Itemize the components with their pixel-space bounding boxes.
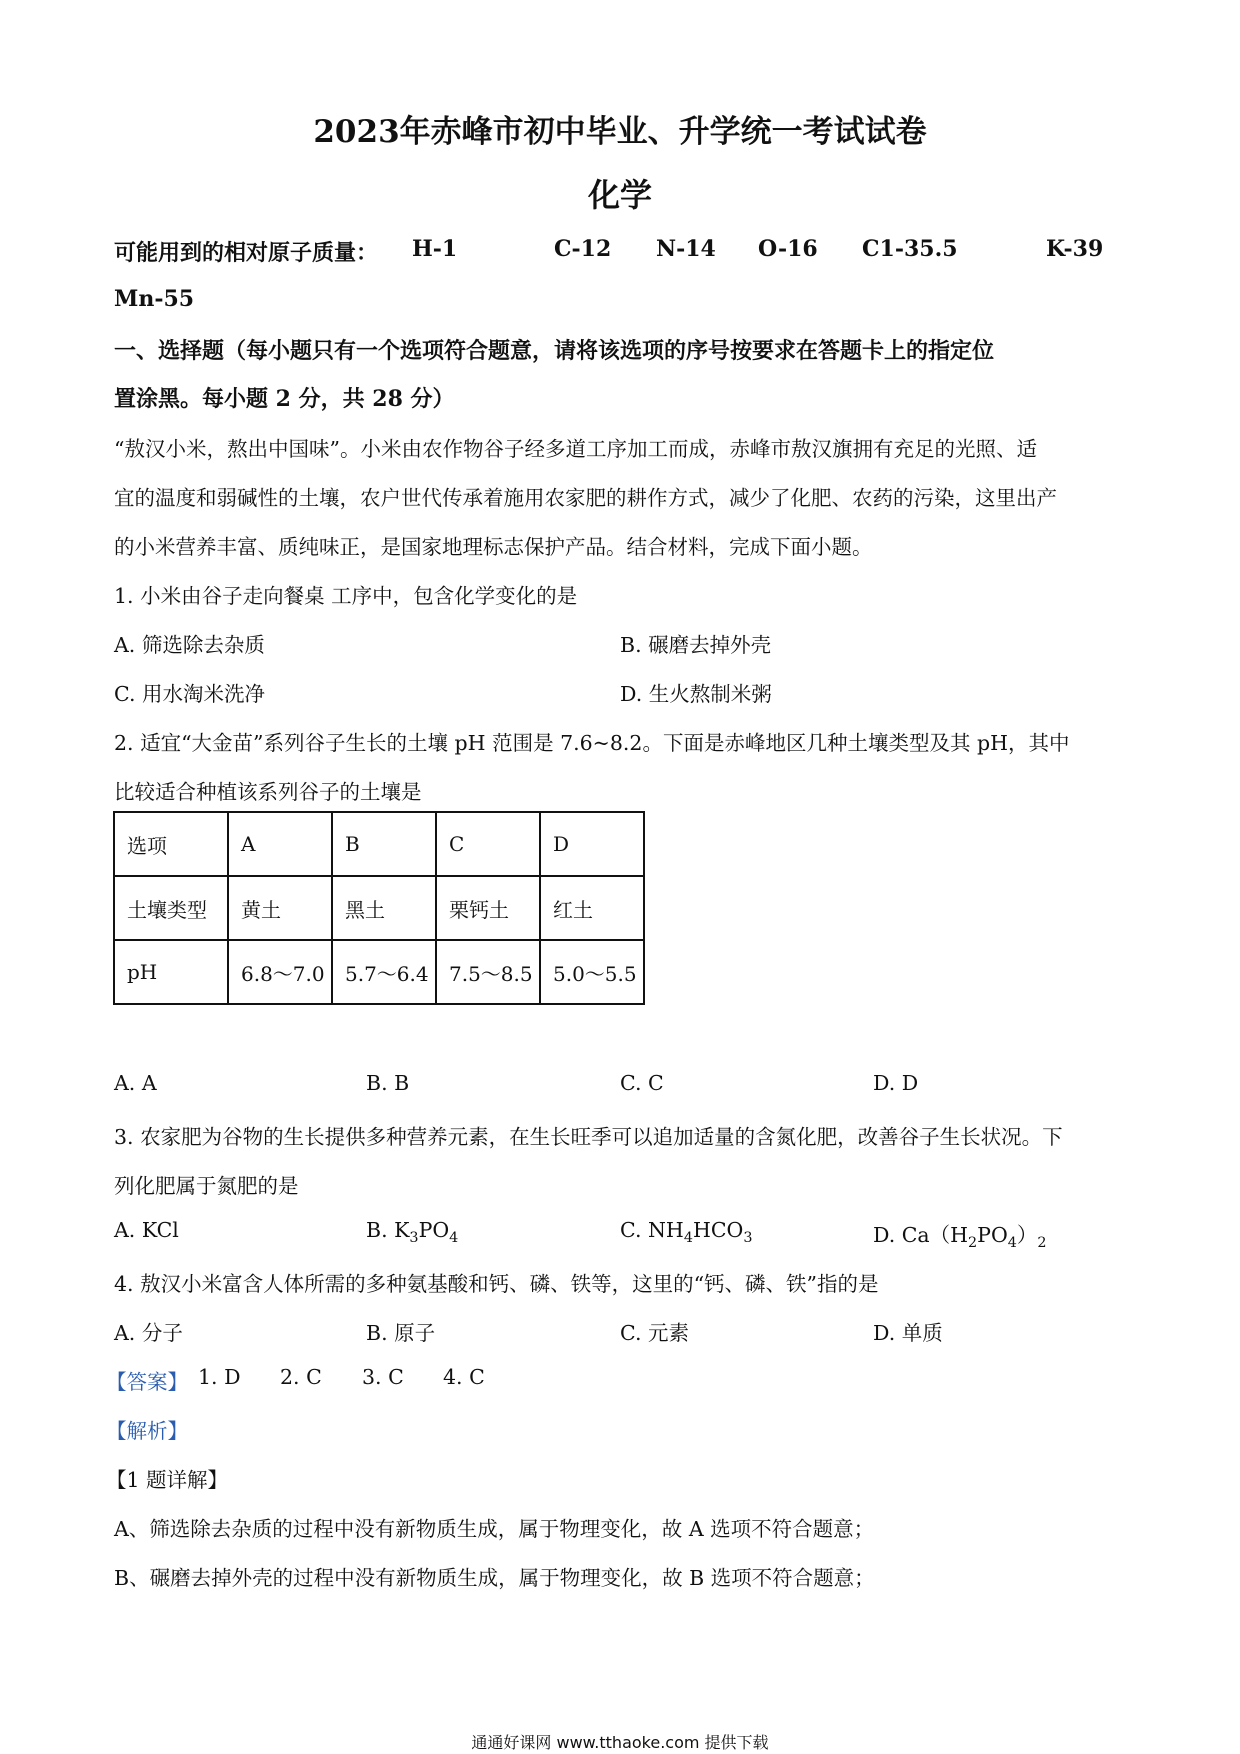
section-heading: 一、选择题（每小题只有一个选项符合题意，请将该选项的序号按要求在答题卡上的指定位 — [114, 338, 995, 364]
q4-option-d: D. 单质 — [873, 1321, 943, 1345]
question-1-stem: 1. 小米由谷子走向餐桌 工序中，包含化学变化的是 — [114, 584, 578, 608]
table-cell: 6.8～7.0 — [228, 940, 332, 1004]
answer-label: 【答案】 — [106, 1370, 188, 1394]
answer-item: 2. C — [280, 1365, 322, 1389]
q4-option-c: C. 元素 — [620, 1321, 689, 1345]
question-4-stem: 4. 敖汉小米富含人体所需的多种氨基酸和钙、磷、铁等，这里的“钙、磷、铁”指的是 — [114, 1272, 879, 1296]
q1-option-d: D. 生火熬制米粥 — [620, 682, 772, 706]
section-heading: 置涂黑。每小题 2 分，共 28 分） — [114, 386, 455, 412]
answer-item: 4. C — [443, 1365, 485, 1389]
table-row — [114, 940, 644, 1004]
table-cell: 5.0～5.5 — [540, 940, 644, 1004]
mass-item: C-12 — [554, 236, 612, 262]
question-2-stem: 2. 适宜“大金苗”系列谷子生长的土壤 pH 范围是 7.6~8.2。下面是赤峰地区几种土壤类型及其 pH，其中 — [114, 731, 1070, 755]
table-cell: 黑土 — [332, 876, 436, 940]
q2-option-d: D. D — [873, 1071, 919, 1095]
question-3-stem: 列化肥属于氮肥的是 — [114, 1174, 299, 1198]
analysis-line: B、碾磨去掉外壳的过程中没有新物质生成，属于物理变化，故 B 选项不符合题意； — [114, 1566, 875, 1590]
answer-item: 3. C — [362, 1365, 404, 1389]
table-cell: 红土 — [540, 876, 644, 940]
mass-item: Mn-55 — [114, 286, 195, 312]
table-row — [114, 812, 644, 876]
mass-item: O-16 — [758, 236, 818, 262]
q4-option-b: B. 原子 — [366, 1321, 436, 1345]
exam-subject: 化学 — [587, 176, 652, 214]
q2-option-a: A. A — [114, 1071, 157, 1095]
q3-option-b: B. $K_3PO_4$ — [366, 1218, 459, 1247]
analysis-label: 【解析】 — [106, 1419, 188, 1443]
detail-label: 【1 题详解】 — [106, 1468, 229, 1492]
table-cell: A — [228, 812, 332, 876]
table-cell: 栗钙土 — [436, 876, 540, 940]
table-row — [114, 876, 644, 940]
table-cell: D — [540, 812, 644, 876]
mass-item: K-39 — [1046, 236, 1104, 262]
q3-option-d: D. $Ca(H_2PO_4)_2$ — [873, 1223, 1047, 1252]
mass-item: H-1 — [412, 236, 458, 262]
table-cell: 5.7～6.4 — [332, 940, 436, 1004]
mass-item: N-14 — [656, 236, 716, 262]
q1-option-b: B. 碾磨去掉外壳 — [620, 633, 772, 657]
q2-option-c: C. C — [620, 1071, 664, 1095]
page-footer: 通通好课网 www.tthaoke.com 提供下载 — [471, 1733, 769, 1752]
table-cell: B — [332, 812, 436, 876]
soil-ph-table — [113, 811, 645, 1005]
answer-item: 1. D — [198, 1365, 241, 1389]
q1-option-c: C. 用水淘米洗净 — [114, 682, 265, 706]
passage-line: 宜的温度和弱碱性的土壤，农户世代传承着施用农家肥的耕作方式，减少了化肥、农药的污染，这里出产 — [114, 486, 1057, 510]
masses-label: 可能用到的相对原子质量： — [114, 240, 379, 266]
table-cell: C — [436, 812, 540, 876]
q1-option-a: A. 筛选除去杂质 — [114, 633, 265, 657]
passage-line: “敖汉小米，熬出中国味”。小米由农作物谷子经多道工序加工而成，赤峰市敖汉旗拥有充足的光照、适 — [114, 437, 1037, 461]
q2-option-b: B. B — [366, 1071, 410, 1095]
table-cell: pH — [114, 940, 228, 1004]
question-3-stem: 3. 农家肥为谷物的生长提供多种营养元素，在生长旺季可以追加适量的含氮化肥，改善谷子生长状况。下 — [114, 1125, 1063, 1149]
mass-item: C1-35.5 — [862, 236, 958, 262]
q3-option-c: C. $NH_4HCO_3$ — [620, 1218, 753, 1247]
table-cell: 选项 — [114, 812, 228, 876]
q4-option-a: A. 分子 — [114, 1321, 183, 1345]
exam-title: 2023年赤峰市初中毕业、升学统一考试试卷 — [313, 114, 927, 150]
question-2-stem: 比较适合种植该系列谷子的土壤是 — [114, 780, 422, 804]
table-cell: 7.5～8.5 — [436, 940, 540, 1004]
q3-option-a: A. KCl — [114, 1218, 179, 1242]
analysis-line: A、筛选除去杂质的过程中没有新物质生成，属于物理变化，故 A 选项不符合题意； — [114, 1517, 875, 1541]
passage-line: 的小米营养丰富、质纯味正，是国家地理标志保护产品。结合材料，完成下面小题。 — [114, 535, 873, 559]
table-cell: 黄土 — [228, 876, 332, 940]
table-cell: 土壤类型 — [114, 876, 228, 940]
